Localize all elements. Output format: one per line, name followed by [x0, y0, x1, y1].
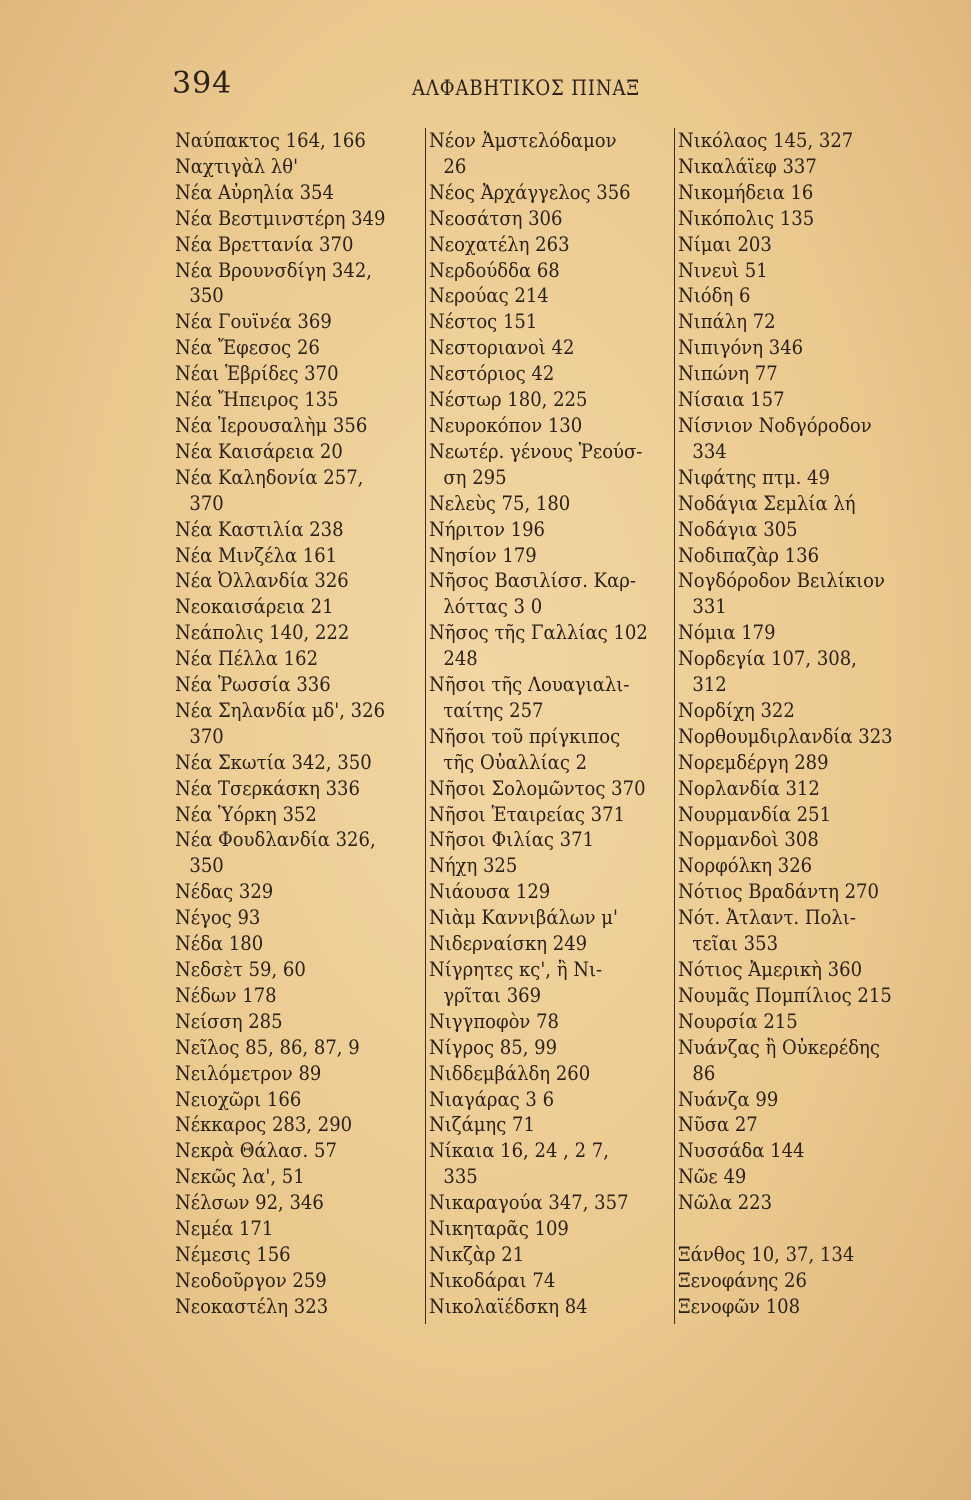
index-entry: Νῆσοι Ἑταιρείας 371	[429, 801, 626, 826]
index-entry: 312	[692, 672, 727, 697]
index-entry: Νιάουσα 129	[429, 879, 551, 904]
index-entry: Νίκαια 16, 24 , 2 7,	[429, 1138, 609, 1163]
index-entry: Νυάνζα 99	[678, 1086, 779, 1111]
index-entry: Ξενοφάνης 26	[678, 1267, 807, 1292]
index-entry: Νιόδη 6	[678, 283, 751, 308]
index-entry: Νέα Σηλανδία μδ', 326	[175, 697, 386, 722]
index-entry: Νοδάγια Σεμλία λή	[678, 490, 856, 515]
index-entry: Νεοκαισάρεια 21	[175, 594, 334, 619]
index-entry: Νιφάτης πτμ. 49	[678, 464, 830, 489]
index-entry: Νῆσοι Φιλίας 371	[429, 827, 595, 852]
index-entry: γρῖται 369	[443, 982, 542, 1007]
index-entry: Νεῖλος 85, 86, 87, 9	[175, 1034, 360, 1059]
index-entry: Νίμαι 203	[678, 231, 772, 256]
index-entry: 334	[692, 438, 727, 463]
index-entry: Νορδεγία 107, 308,	[678, 646, 857, 671]
index-entry: Νέον Ἀμστελόδαμον	[429, 128, 617, 152]
index-entry: Νιπώνη 77	[678, 361, 778, 386]
index-entry: Νέμεσις 156	[175, 1241, 291, 1266]
index-entry: ταίτης 257	[443, 697, 544, 722]
index-entry: Νικαλάϊεφ 337	[678, 153, 817, 178]
index-entry: Νεοχατέλη 263	[429, 231, 570, 256]
index-entry: Νῆσος τῆς Γαλλίας 102	[429, 620, 648, 645]
index-entry: Νεστόριος 42	[429, 361, 555, 386]
index-entry: τῆς Οὐαλλίας 2	[443, 749, 588, 774]
index-entry: Νέα Βρουνσδίγη 342,	[175, 257, 373, 282]
index-entry: Νέλσων 92, 346	[175, 1190, 324, 1215]
index-entry: 248	[443, 646, 478, 671]
index-entry: Νιὰμ Καννιβάλων μ'	[429, 905, 618, 930]
index-entry: Νερούας 214	[429, 283, 549, 308]
index-entry: Νήριτον 196	[429, 516, 546, 541]
index-entry: Νίγρητες κς', ἢ Νι-	[429, 957, 603, 981]
index-entry: Νότιος Βραδάντη 270	[678, 879, 879, 904]
index-entry: Νόμια 179	[678, 620, 776, 645]
index-entry: Νῶε 49	[678, 1164, 747, 1189]
index-entry: Νορδίχη 322	[678, 697, 795, 722]
index-entry: Νιπάλη 72	[678, 309, 776, 334]
index-entry: Νορθουμδιρλανδία 323	[678, 723, 893, 748]
index-entry: Νικζὰρ 21	[429, 1241, 525, 1266]
index-entry: Νῶλα 223	[678, 1190, 773, 1215]
index-entry: Ξενοφῶν 108	[678, 1293, 801, 1318]
running-title: ΑΛΦΑΒΗΤΙΚΟΣ ΠΙΝΑΞ	[412, 76, 641, 100]
index-entry: Νορλανδία 312	[678, 775, 820, 800]
index-entry: Νέα Γουϊνέα 369	[175, 309, 332, 334]
index-entry: Νεοδοῦργον 259	[175, 1267, 327, 1292]
index-entry: Νέαι Ἑβρίδες 370	[175, 361, 339, 386]
index-entry: Νοδάγια 305	[678, 516, 798, 541]
index-entry: Νυσσάδα 144	[678, 1138, 805, 1163]
index-entry: Νορμανδοὶ 308	[678, 827, 819, 852]
index-entry: 86	[692, 1060, 716, 1085]
index-entry: Νυάνζας ἢ Οὐκερέδης	[678, 1034, 880, 1059]
index-entry: Νότ. Ἀτλαντ. Πολι-	[678, 905, 856, 930]
index-entry: Νέος Ἀρχάγγελος 356	[429, 179, 631, 204]
index-entry: Νίσνιον Νοδγόροδον	[678, 412, 872, 437]
index-entry: Νέδων 178	[175, 982, 277, 1007]
index-entry: Νέα Βεστμινστέρη 349	[175, 205, 386, 230]
index-entry: Νεστοριανοὶ 42	[429, 335, 575, 360]
index-entry: Νέα Τσερκάσκη 336	[175, 775, 360, 800]
index-entry: Νιδδεμβάλδη 260	[429, 1060, 591, 1085]
index-entry: Νέα Ἤπειρος 135	[175, 387, 339, 412]
index-entry: Νότιος Ἀμερικὴ 360	[678, 957, 863, 981]
index-entry: Νίσαια 157	[678, 387, 785, 412]
index-entry: Νέα Καστιλία 238	[175, 516, 344, 541]
index-entry: Νέδας 329	[175, 879, 274, 904]
index-entry: Ξάνθος 10, 37, 134	[678, 1241, 855, 1266]
index-entry: Νερδούδδα 68	[429, 257, 560, 282]
index-entry: 331	[692, 594, 727, 619]
index-entry: Νεωτέρ. γένους Ῥεούσ-	[429, 438, 643, 463]
index-entry: Νέα Ἱερουσαλὴμ 356	[175, 412, 368, 437]
index-entry: Νοδιπαζὰρ 136	[678, 542, 820, 567]
index-entry: Νικόλαος 145, 327	[678, 128, 854, 152]
index-entry: Νικηταρᾶς 109	[429, 1216, 569, 1241]
index-entry: Ναύπακτος 164, 166	[175, 128, 366, 152]
index-column-2	[425, 128, 674, 1324]
index-entry: Νέα Φουδλανδία 326,	[175, 827, 376, 852]
index-entry: Νεκῶς λα', 51	[175, 1164, 305, 1189]
index-entry: 350	[189, 853, 224, 878]
index-entry: Νογδόροδον Βειλίκιον	[678, 568, 885, 593]
index-entry: Νικόπολις 135	[678, 205, 815, 230]
index-entry: ση 295	[443, 464, 507, 489]
index-entry: 26	[443, 153, 467, 178]
index-entry: Νέα Πέλλα 162	[175, 646, 319, 671]
index-entry: Νέκκαρος 283, 290	[175, 1112, 353, 1137]
index-entry: Νήχη 325	[429, 853, 518, 878]
index-entry: Νέδα 180	[175, 931, 264, 956]
index-entry: Νειλόμετρον 89	[175, 1060, 322, 1085]
index-entry: Νικοδάραι 74	[429, 1267, 556, 1292]
index-entry: Νέα Καληδονία 257,	[175, 464, 364, 489]
index-entry: Νικαραγούα 347, 357	[429, 1190, 629, 1215]
index-gap	[678, 1216, 893, 1242]
index-entry: Νέστωρ 180, 225	[429, 387, 588, 412]
index-column-3	[674, 128, 893, 1324]
index-entry: Νιγγποφὸν 78	[429, 1008, 560, 1033]
index-entry: Ναχτιγὰλ λθ'	[175, 153, 299, 178]
index-entry: 350	[189, 283, 224, 308]
index-entry: Νείσση 285	[175, 1008, 283, 1033]
index-entry: Νέα Βρεττανία 370	[175, 231, 354, 256]
index-entry: 370	[189, 490, 224, 515]
index-entry: τεῖαι 353	[692, 931, 779, 956]
page-number: 394	[172, 66, 233, 101]
index-entry: Νέα Ἔφεσος 26	[175, 335, 320, 360]
index-entry: Νῆσος Βασιλίσσ. Καρ-	[429, 568, 636, 593]
index-entry: Νειοχῶρι 166	[175, 1086, 302, 1111]
index-entry: Νέα Καισάρεια 20	[175, 438, 343, 463]
index-entry: Νησίον 179	[429, 542, 537, 567]
index-entry: Νιδερναίσκη 249	[429, 931, 588, 956]
index-entry: Νικολαϊέδσκη 84	[429, 1293, 588, 1318]
index-entry: Νουρμανδία 251	[678, 801, 832, 826]
index-entry: Νικομήδεια 16	[678, 179, 814, 204]
index-entry: Νέα Ὑόρκη 352	[175, 801, 317, 826]
page-header	[0, 66, 971, 106]
index-entry: 335	[443, 1164, 478, 1189]
index-entry: Νεοκαστέλη 323	[175, 1293, 329, 1318]
index-entry: Νιαγάρας 3 6	[429, 1086, 555, 1111]
index-entry: Νεάπολις 140, 222	[175, 620, 350, 645]
index-entry: Νέγος 93	[175, 905, 261, 930]
index-entry: Νίγρος 85, 99	[429, 1034, 558, 1059]
index-column-1	[175, 128, 420, 1320]
index-entry: 370	[189, 723, 224, 748]
index-entry: Νιπιγόνη 346	[678, 335, 804, 360]
index-entry: Νεμέα 171	[175, 1216, 274, 1241]
index-entry: Νουρσία 215	[678, 1008, 798, 1033]
index-entry: Νέα Μινζέλα 161	[175, 542, 338, 567]
index-entry: Νεκρὰ Θάλασ. 57	[175, 1138, 337, 1163]
index-entry: Νέα Σκωτία 342, 350	[175, 749, 372, 774]
index-entry: Νελεὺς 75, 180	[429, 490, 571, 515]
index-entry: Νῆσοι τῆς Λουαγιαλι-	[429, 672, 630, 697]
index-entry: Νορεμδέργη 289	[678, 749, 829, 774]
index-entry: Νουμᾶς Πομπίλιος 215	[678, 982, 892, 1007]
index-entry: Νεδσὲτ 59, 60	[175, 957, 306, 981]
index-entry: Νέα Ὀλλανδία 326	[175, 568, 349, 593]
index-entry: Νέστος 151	[429, 309, 538, 334]
index-entry: Νῆσοι τοῦ πρίγκιπος	[429, 723, 621, 748]
index-entry: Νευροκόπον 130	[429, 412, 583, 437]
index-entry: Νιζάμης 71	[429, 1112, 535, 1137]
index-entry: Νῆσοι Σολομῶντος 370	[429, 775, 646, 800]
index-entry: Νορφόλκη 326	[678, 853, 813, 878]
index-entry: Νινευὶ 51	[678, 257, 768, 282]
index-entry: Νεοσάτση 306	[429, 205, 563, 230]
index-entry: Νέα Ῥωσσία 336	[175, 672, 331, 697]
index-entry: Νέα Αὐρηλία 354	[175, 179, 334, 204]
index-entry: λόττας 3 0	[443, 594, 543, 619]
index-entry: Νῦσα 27	[678, 1112, 758, 1137]
